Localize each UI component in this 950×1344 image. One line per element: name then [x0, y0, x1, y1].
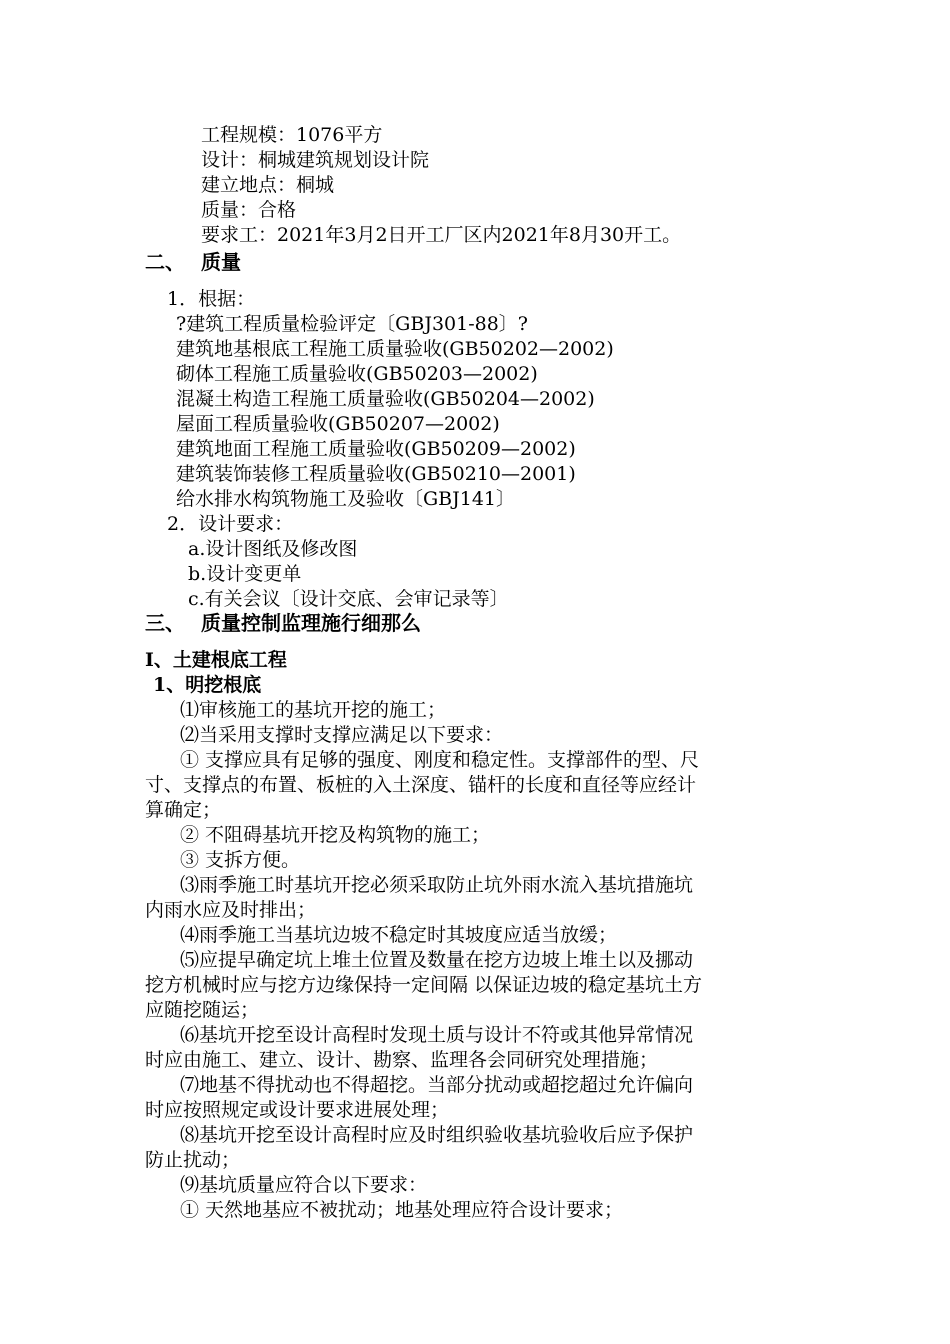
project-designer: 设计：桐城建筑规划设计院 [201, 149, 430, 171]
body-line: ⑹基坑开挖至设计高程时发现土质与设计不符或其他异常情况 [180, 1024, 694, 1046]
body-line: ⑺地基不得扰动也不得超挖。当部分扰动或超挖超过允许偏向 [180, 1074, 694, 1096]
standard-item: 混凝土构造工程施工质量验收(GB50204—2002) [176, 388, 595, 410]
basis-title: 1．根据： [167, 288, 256, 310]
design-item: c.有关会议〔设计交底、会审记录等〕 [188, 588, 509, 610]
body-line: 防止扰动； [145, 1149, 241, 1171]
part-heading: Ⅰ、土建根底工程 [145, 649, 287, 671]
section3-title: 质量控制监理施行细那么 [201, 611, 421, 635]
standard-item: 给水排水构筑物施工及验收〔GBJ141〕 [176, 488, 516, 510]
body-line: 内雨水应及时排出； [145, 899, 317, 921]
body-line: ⑴审核施工的基坑开挖的施工； [180, 699, 447, 721]
body-line: 挖方机械时应与挖方边缘保持一定间隔 以保证边坡的稳定基坑土方 [145, 974, 703, 996]
standard-item: 建筑装饰装修工程质量验收(GB50210—2001) [176, 463, 576, 485]
project-schedule: 要求工：2021年3月2日开工厂区内2021年8月30开工。 [201, 224, 682, 246]
body-line: ⑷雨季施工当基坑边坡不稳定时其坡度应适当放缓； [180, 924, 618, 946]
body-line: 寸、支撑点的布置、板桩的入土深度、锚杆的长度和直径等应经计 [145, 774, 697, 796]
project-scale: 工程规模：1076平方 [201, 124, 383, 146]
body-line: 应随挖随运； [145, 999, 260, 1021]
body-line: ⑵当采用支撑时支撑应满足以下要求： [180, 724, 504, 746]
body-line: ③ 支拆方便。 [180, 849, 301, 871]
project-location: 建立地点：桐城 [201, 174, 335, 196]
body-line: ⑶雨季施工时基坑开挖必须采取防止坑外雨水流入基坑措施坑 [180, 874, 694, 896]
body-line: 时应由施工、建立、设计、勘察、监理各会同研究处理措施； [145, 1049, 659, 1071]
subsection-heading: 1、明挖根底 [153, 674, 262, 696]
body-line: ⑸应提早确定坑上堆土位置及数量在挖方边坡上堆土以及挪动 [180, 949, 694, 971]
section3-number: 三、 [145, 611, 185, 635]
project-quality: 质量：合格 [201, 199, 297, 221]
standard-item: 建筑地面工程施工质量验收(GB50209—2002) [176, 438, 576, 460]
body-line: ⑼基坑质量应符合以下要求： [180, 1174, 428, 1196]
body-line: 算确定； [145, 799, 222, 821]
body-line: ① 支撑应具有足够的强度、刚度和稳定性。支撑部件的型、尺 [180, 749, 700, 771]
section2-number: 二、 [145, 250, 185, 274]
design-item: b.设计变更单 [188, 563, 302, 585]
body-line: 时应按照规定或设计要求进展处理； [145, 1099, 450, 1121]
body-line: ① 天然地基应不被扰动；地基处理应符合设计要求； [180, 1199, 624, 1221]
design-item: a.设计图纸及修改图 [188, 538, 358, 560]
body-line: ② 不阻碍基坑开挖及构筑物的施工； [180, 824, 491, 846]
body-line: ⑻基坑开挖至设计高程时应及时组织验收基坑验收后应予保护 [180, 1124, 694, 1146]
design-requirements-title: 2．设计要求： [167, 513, 294, 535]
standard-item: 砌体工程施工质量验收(GB50203—2002) [176, 363, 538, 385]
standard-item: 建筑地基根底工程施工质量验收(GB50202—2002) [176, 338, 614, 360]
standard-item: 屋面工程质量验收(GB50207—2002) [176, 413, 500, 435]
standard-item: ?建筑工程质量检验评定〔GBJ301-88〕? [176, 313, 528, 335]
section2-title: 质量 [201, 250, 241, 274]
